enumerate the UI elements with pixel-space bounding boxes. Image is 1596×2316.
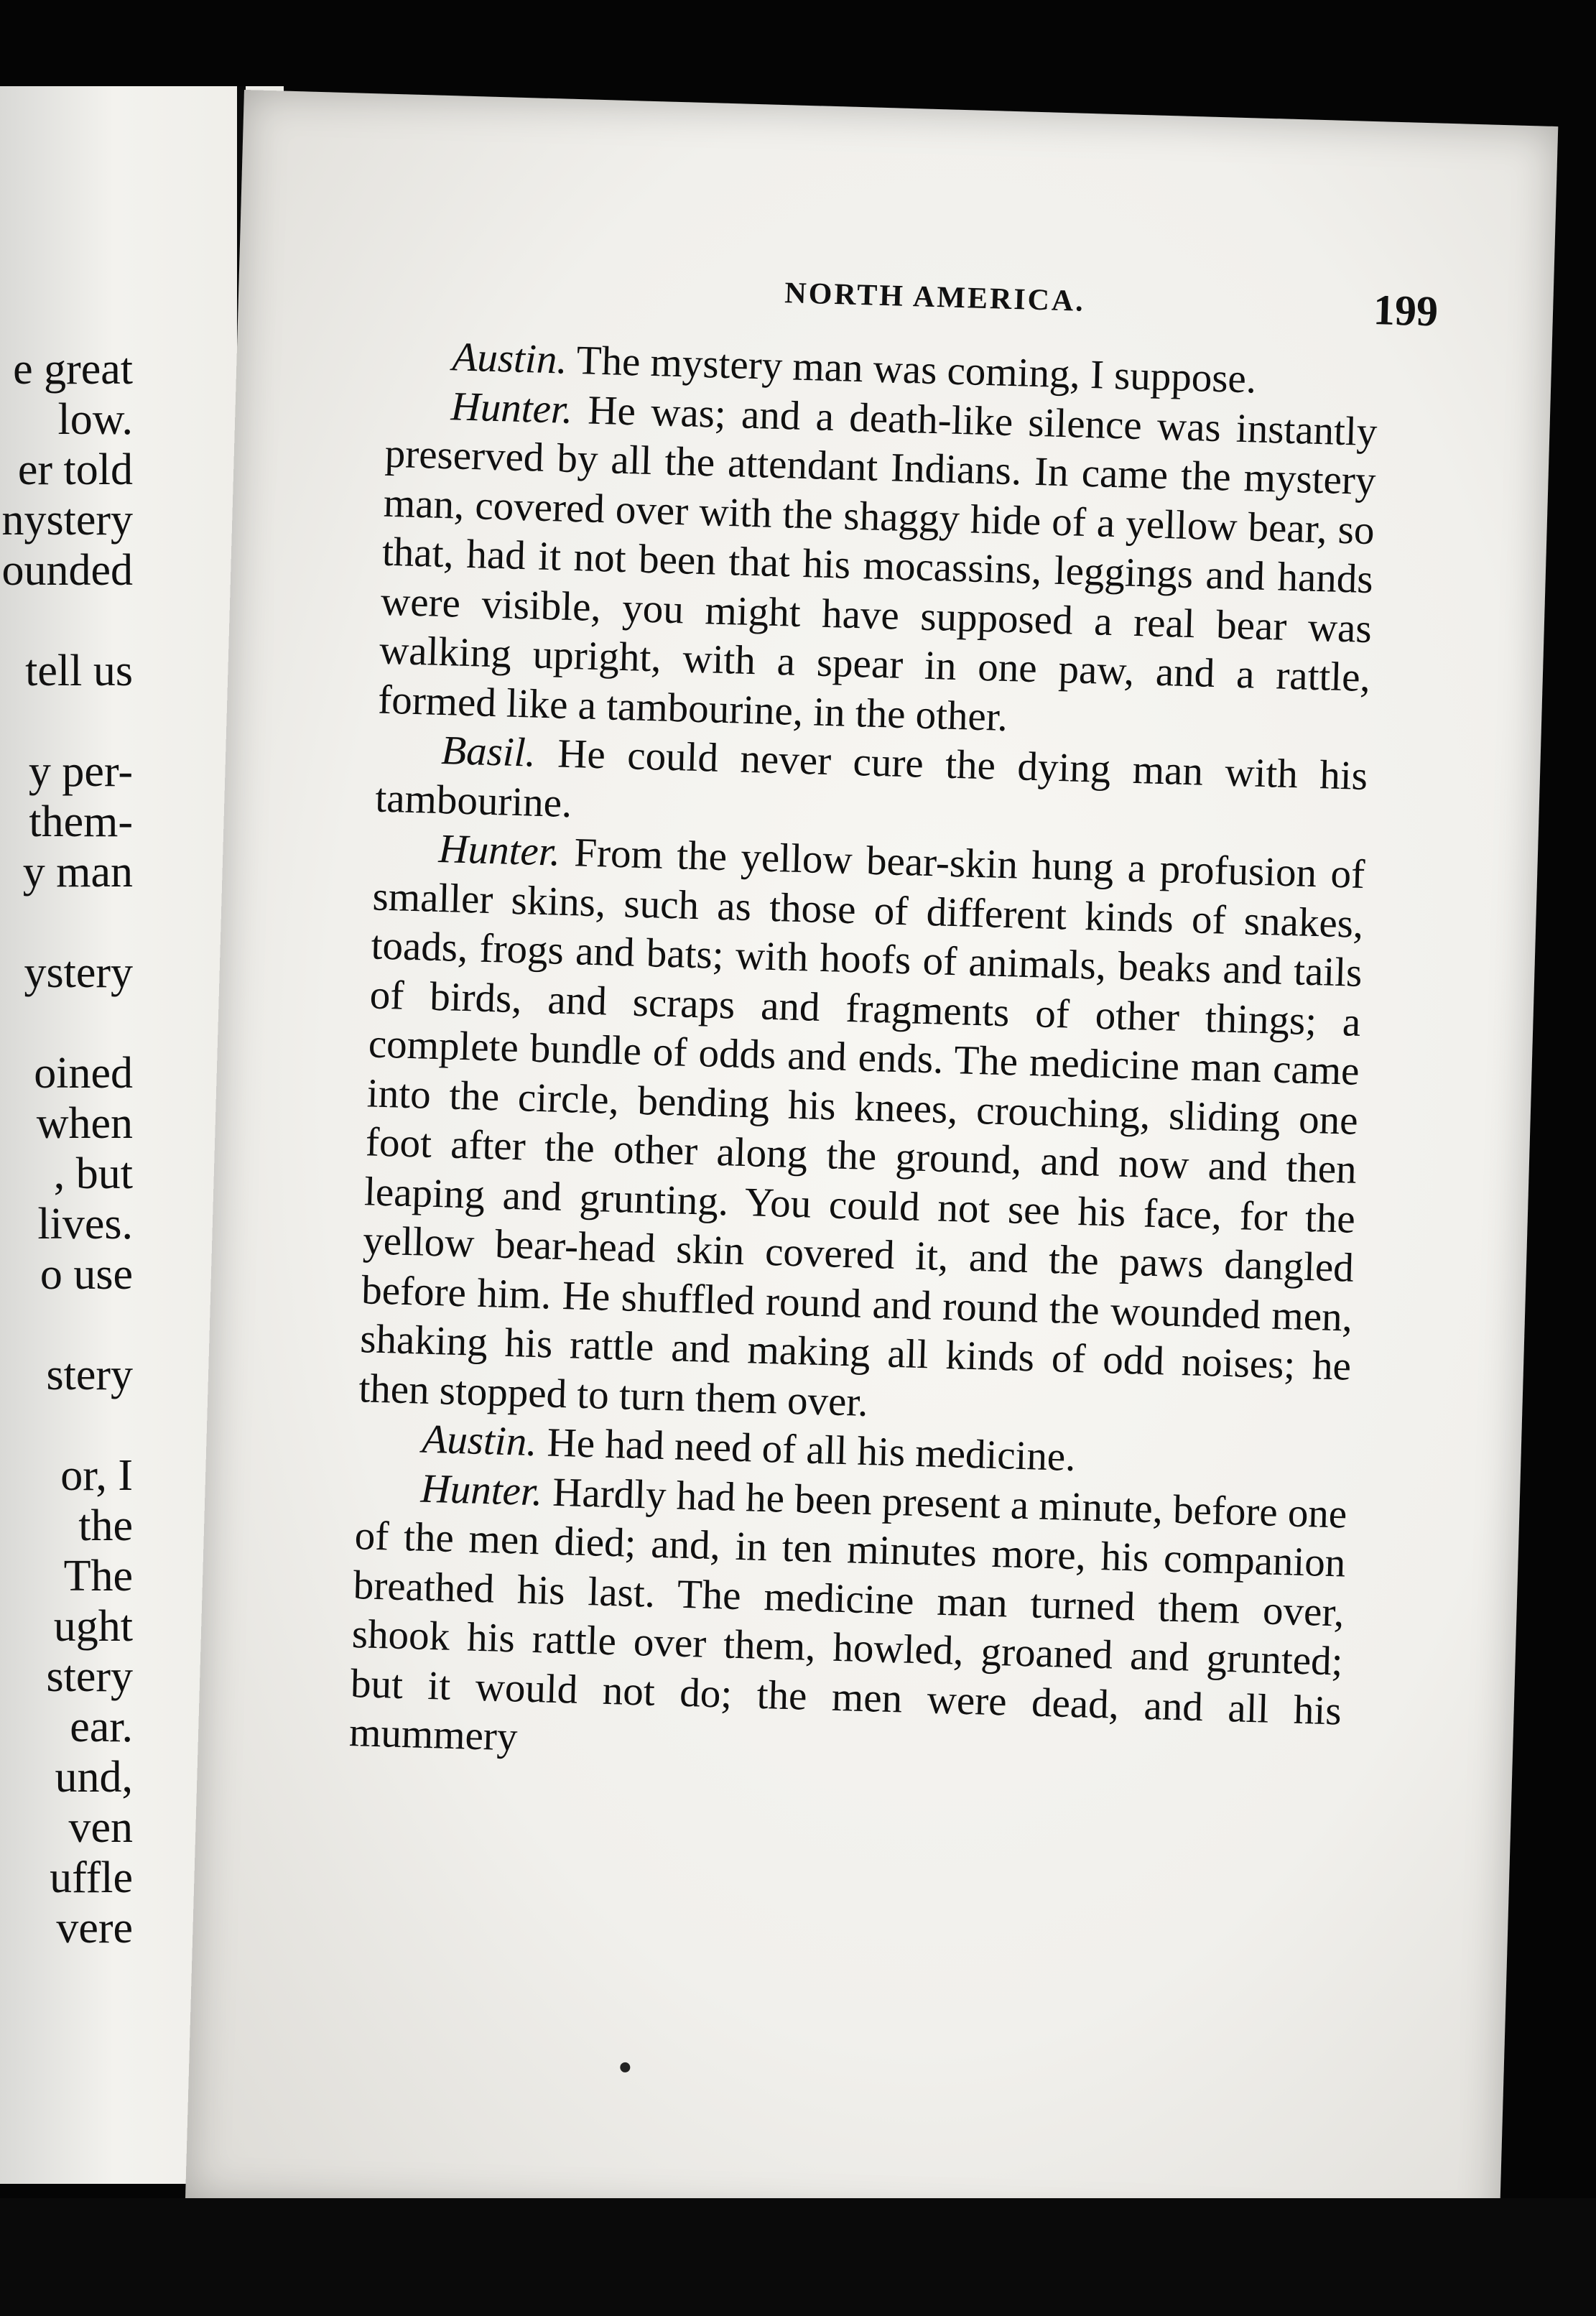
dialogue-paragraph — [348, 1463, 1347, 1785]
left-page-text-fragment: e great — [13, 345, 133, 394]
left-page-text-fragment: und, — [55, 1753, 133, 1802]
paragraph-text: Hardly had he been present a minute, before one of the men died; and, in ten minutes more, his companion breathed his last. The medicine man turned them over, shook his rattle over them, howled, groaned and grunted; but it would not do; the men were dead, and all his mummery — [348, 1468, 1348, 1760]
left-page-text-fragment: the — [78, 1501, 133, 1550]
left-page-text-fragment: tell us — [25, 647, 133, 695]
dialogue-paragraph — [377, 380, 1378, 752]
left-page-text-fragment: when — [36, 1099, 133, 1148]
speaker-name: Hunter. — [437, 825, 561, 875]
left-page-text-fragment: ounded — [1, 546, 133, 595]
left-page-text-fragment: y per- — [28, 747, 133, 796]
dialogue-paragraph — [358, 823, 1365, 1440]
left-page-text-fragment: lives. — [37, 1200, 133, 1249]
left-page-text-fragment: The — [63, 1552, 133, 1601]
paragraph-text: He was; and a death-like silence was instantly preserved by all the attendant Indians. In came the mystery man, covered over with the shaggy hide of a yellow bear, so that, had it not been that his mocassins, leggings and hands were visible, you might have supposed a real bear was walking upright, with a spear in one paw, and a rattle, formed like a tambourine, in the other. — [377, 386, 1378, 740]
speaker-name: Hunter. — [419, 1465, 543, 1514]
left-page-text-fragment: ught — [53, 1602, 133, 1651]
left-page-text-fragment: y man — [22, 848, 133, 897]
left-page-text-fragment: stery — [46, 1351, 133, 1399]
left-page-text-fragment: stery — [46, 1652, 133, 1701]
speaker-name: Austin. — [421, 1416, 538, 1465]
left-page-text-fragment: or, I — [60, 1451, 133, 1500]
left-page-text-fragment: ear. — [70, 1703, 133, 1751]
paragraph-text: From the yellow bear-skin hung a profusion of smaller skins, such as those of different kinds of snakes, toads, frogs and bats; with hoofs of animals, beaks and tails of birds, and scraps and fragments of other things; a complete bundle of odds and ends. The medicine man came into the circle, bending his knees, crouching, sliding one foot after the other along the ground, and now and then leaping and grunting. You could not see his face, for the yellow bear-head skin covered it, and the paws dangled before him. He shuffled round and round the wounded men, shaking his rattle and making all kinds of odd noises; he then stopped to turn them over. — [358, 829, 1365, 1425]
left-page-text-fragment: , but — [53, 1149, 133, 1198]
left-page-text-fragment: them- — [29, 797, 133, 846]
speaker-name: Austin. — [451, 334, 568, 383]
speaker-name: Hunter. — [450, 383, 574, 432]
scan-border — [0, 2198, 1596, 2316]
left-page-text-fragment: er told — [17, 445, 133, 494]
right-page — [185, 90, 1558, 2238]
body-text — [348, 331, 1379, 1785]
ink-speck — [620, 2062, 630, 2072]
paragraph-text: He had need of all his medicine. — [536, 1419, 1077, 1481]
page-number: 199 — [1373, 286, 1439, 335]
left-page-text-fragment: ven — [68, 1803, 133, 1852]
paragraph-text: The mystery man was coming, I suppose. — [566, 337, 1257, 402]
left-page-text-fragment: low. — [57, 395, 133, 444]
running-head: NORTH AMERICA. — [784, 277, 1086, 318]
paragraph-text: He could never cure the dying man with his tambourine. — [374, 730, 1368, 826]
speaker-name: Basil. — [440, 728, 537, 776]
left-page-text-fragment: vere — [56, 1904, 133, 1953]
left-page-text-fragment: uffle — [50, 1853, 133, 1902]
left-page-text-fragment: nystery — [1, 496, 133, 545]
left-page-text-fragment: oined — [34, 1049, 133, 1098]
left-page-text-fragment: ystery — [24, 948, 133, 997]
left-page-text-fragment: o use — [40, 1250, 133, 1299]
